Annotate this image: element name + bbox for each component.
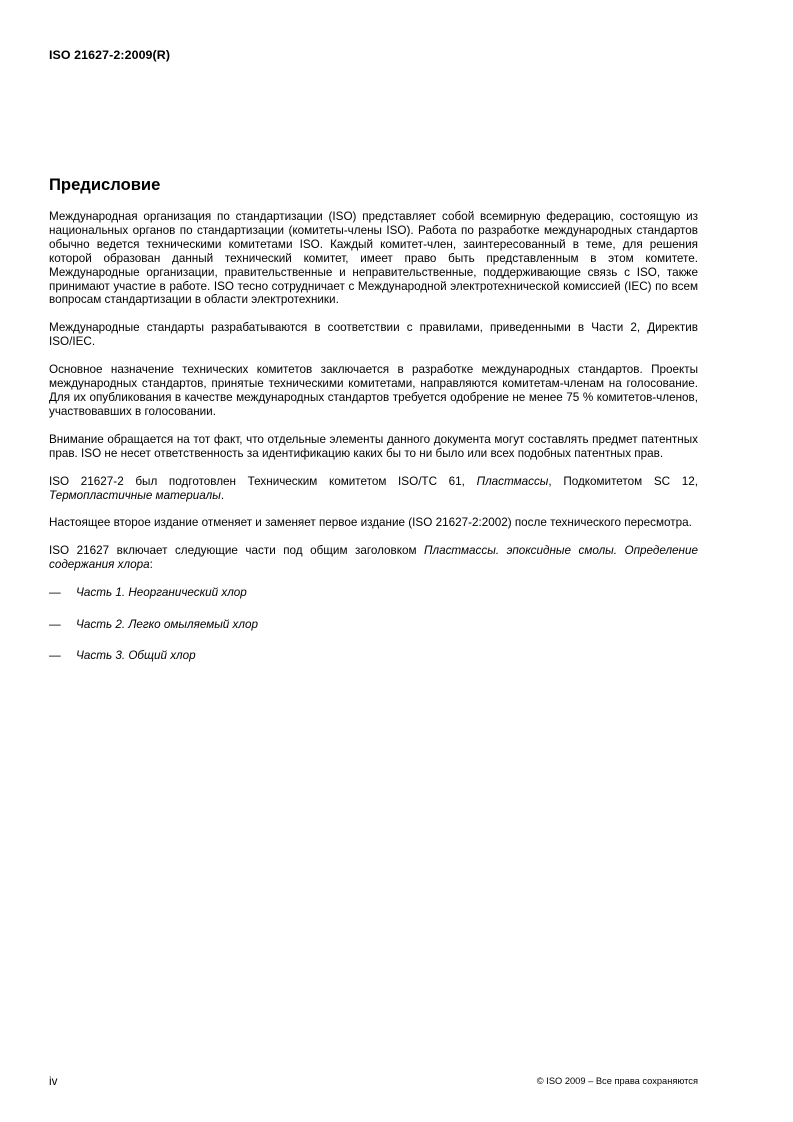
paragraph-parts-intro [49, 544, 698, 572]
prepared-by-text-b: , Подкомитетом SC 12, [548, 474, 698, 488]
paragraph-committees: Основное назначение технических комитетов заключается в разработке международных стандартов. Проекты международных стандартов, принятые техническими комитетами, направляются комитетам-членам на голосование. Для их опубликования в качестве международных стандартов требуется одобрение не менее 75 % комитетов-членов, участвовавших в голосовании. [49, 363, 698, 418]
page-number: iv [49, 1075, 58, 1088]
copyright-notice: © ISO 2009 – Все права сохраняются [536, 1076, 698, 1086]
list-item-label: Часть 1. Неорганический хлор [76, 586, 247, 600]
list-dash: — [49, 617, 61, 631]
list-item [49, 649, 698, 663]
list-dash: — [49, 648, 61, 662]
list-item-label: Часть 2. Легко омыляемый хлор [76, 617, 258, 631]
list-dash: — [49, 586, 61, 600]
paragraph-directives: Международные стандарты разрабатываются в соответствии с правилами, приведенными в Части 2, Директив ISO/IEC. [49, 321, 698, 349]
paragraph-iso-overview: Международная организация по стандартизации (ISO) представляет собой всемирную федерацию, состоящую из национальных органов по стандартизации (комитеты-члены ISO). Работа по разработке международных стандартов обычно ведется техническими комитетами ISO. Каждый комитет-член, заинтересованный в теме, для решения которой образован данный технический комитет, имеет право быть представленным в этом комитете. Международные организации, правительственные и неправительственные, поддерживающие связь с ISO, также принимают участие в работе. ISO тесно сотрудничает с Международной электротехнической комиссией (IEC) по всем вопросам стандартизации в области электротехники. [49, 210, 698, 307]
list-item [49, 586, 698, 600]
list-item [49, 618, 698, 632]
paragraph-patents: Внимание обращается на тот факт, что отдельные элементы данного документа могут составлять предмет патентных прав. ISO не несет ответственность за идентификацию каких бы то ни было или всех подобных патентных прав. [49, 432, 698, 460]
prepared-by-italic-b: Термопластичные материалы [49, 488, 221, 502]
foreword-body [49, 210, 698, 680]
prepared-by-text-a: ISO 21627-2 был подготовлен Техническим комитетом ISO/TC 61, [49, 474, 477, 488]
prepared-by-italic-a: Пластмассы [476, 474, 549, 488]
prepared-by-text-c: . [220, 488, 225, 502]
parts-intro-text-b: : [149, 558, 153, 572]
page-title: Предисловие [49, 175, 161, 194]
list-item-label: Часть 3. Общий хлор [76, 648, 196, 662]
paragraph-edition: Настоящее второе издание отменяет и заменяет первое издание (ISO 21627-2:2002) после технического пересмотра. [49, 516, 692, 530]
parts-intro-text-a: ISO 21627 включает следующие части под общим заголовком [49, 544, 425, 558]
parts-list [49, 586, 698, 663]
parts-intro-italic-a: Пластмассы. эпоксидные смолы. Определение содержания хлора [49, 544, 698, 572]
document-id: ISO 21627-2:2009(R) [49, 48, 171, 62]
paragraph-prepared-by [49, 475, 698, 503]
